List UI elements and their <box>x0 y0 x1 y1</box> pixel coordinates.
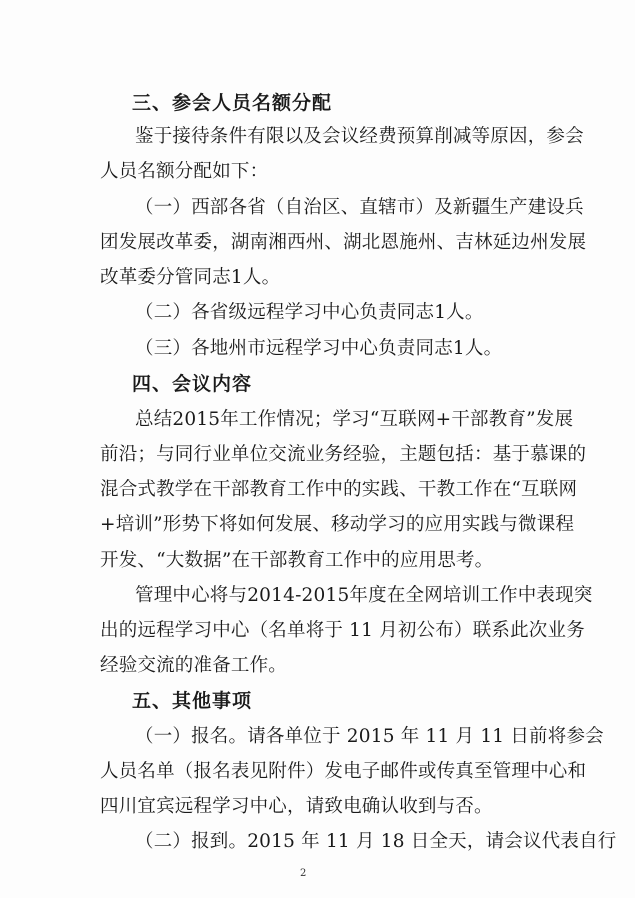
list-item-line: （二）报到。2015 年 11 月 18 日全天，请会议代表自行 <box>135 831 617 852</box>
list-item-line: （一）西部各省（自治区、直辖市）及新疆生产建设兵 <box>135 197 584 218</box>
paragraph-line: 出的远程学习中心（名单将于 11 月初公布）联系此次业务 <box>100 620 585 641</box>
paragraph-line: 总结2015年工作情况；学习“互联网+干部教育”发展 <box>135 409 574 430</box>
paragraph-line: 鉴于接待条件有限以及会议经费预算削减等原因，参会 <box>135 126 584 147</box>
list-item-line: 四川宜宾远程学习中心，请致电确认收到与否。 <box>100 796 493 817</box>
list-item-line: （三）各地州市远程学习中心负责同志1人。 <box>135 338 503 359</box>
list-item-line: （一）报名。请各单位于 2015 年 11 月 11 日前将参会 <box>135 726 604 747</box>
list-item-line: 改革委分管同志1人。 <box>100 267 281 288</box>
section-heading-5: 五、其他事项 <box>132 690 253 712</box>
section-heading-3: 三、参会人员名额分配 <box>132 92 333 114</box>
section-heading-4: 四、会议内容 <box>132 373 253 395</box>
page-number: 2 <box>300 868 307 879</box>
paragraph-line: 人员名额分配如下： <box>100 161 269 182</box>
paragraph-line: 管理中心将与2014-2015年度在全网培训工作中表现突 <box>135 585 593 606</box>
paragraph-line: 前沿；与同行业单位交流业务经验，主题包括：基于慕课的 <box>100 444 587 465</box>
paragraph-line: +培训”形势下将如何发展、移动学习的应用实践与微课程 <box>100 514 575 535</box>
list-item-line: 团发展改革委，湖南湘西州、湖北恩施州、吉林延边州发展 <box>100 232 587 253</box>
list-item-line: （二）各省级远程学习中心负责同志1人。 <box>135 302 484 323</box>
list-item-line: 人员名单（报名表见附件）发电子邮件或传真至管理中心和 <box>100 761 587 782</box>
paragraph-line: 混合式教学在干部教育工作中的实践、干教工作在“互联网 <box>100 479 578 500</box>
paragraph-line: 开发、“大数据”在干部教育工作中的应用思考。 <box>100 550 494 571</box>
paragraph-line: 经验交流的准备工作。 <box>100 655 288 676</box>
